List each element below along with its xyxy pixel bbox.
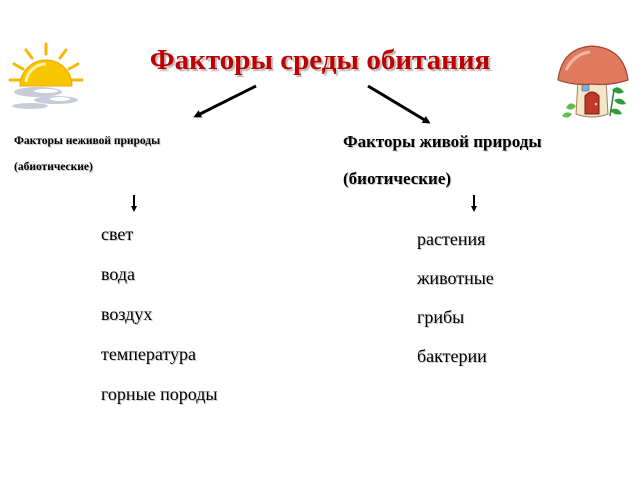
abiotic-heading-line2: (абиотические) bbox=[14, 161, 93, 173]
abiotic-heading bbox=[14, 128, 160, 180]
arrow-to-abiotic bbox=[196, 86, 256, 116]
list-item: горные породы bbox=[101, 384, 218, 404]
page-title: Факторы среды обитания bbox=[149, 44, 491, 76]
list-item: животные bbox=[417, 268, 494, 288]
list-item: вода bbox=[101, 264, 136, 284]
list-item: бактерии bbox=[417, 346, 487, 366]
abiotic-factors-list bbox=[101, 222, 218, 422]
biotic-factors-list bbox=[417, 227, 494, 383]
arrow-to-biotic bbox=[368, 86, 428, 122]
biotic-heading-line2: (биотические) bbox=[343, 169, 452, 188]
biotic-heading-line1: Факторы живой природы bbox=[343, 132, 542, 151]
list-item: грибы bbox=[417, 307, 465, 327]
list-item: температура bbox=[101, 344, 197, 364]
list-item: воздух bbox=[101, 304, 153, 324]
list-item: свет bbox=[101, 224, 134, 244]
abiotic-heading-line1: Факторы неживой природы bbox=[14, 135, 161, 147]
list-item: растения bbox=[417, 229, 486, 249]
biotic-heading bbox=[343, 123, 542, 197]
